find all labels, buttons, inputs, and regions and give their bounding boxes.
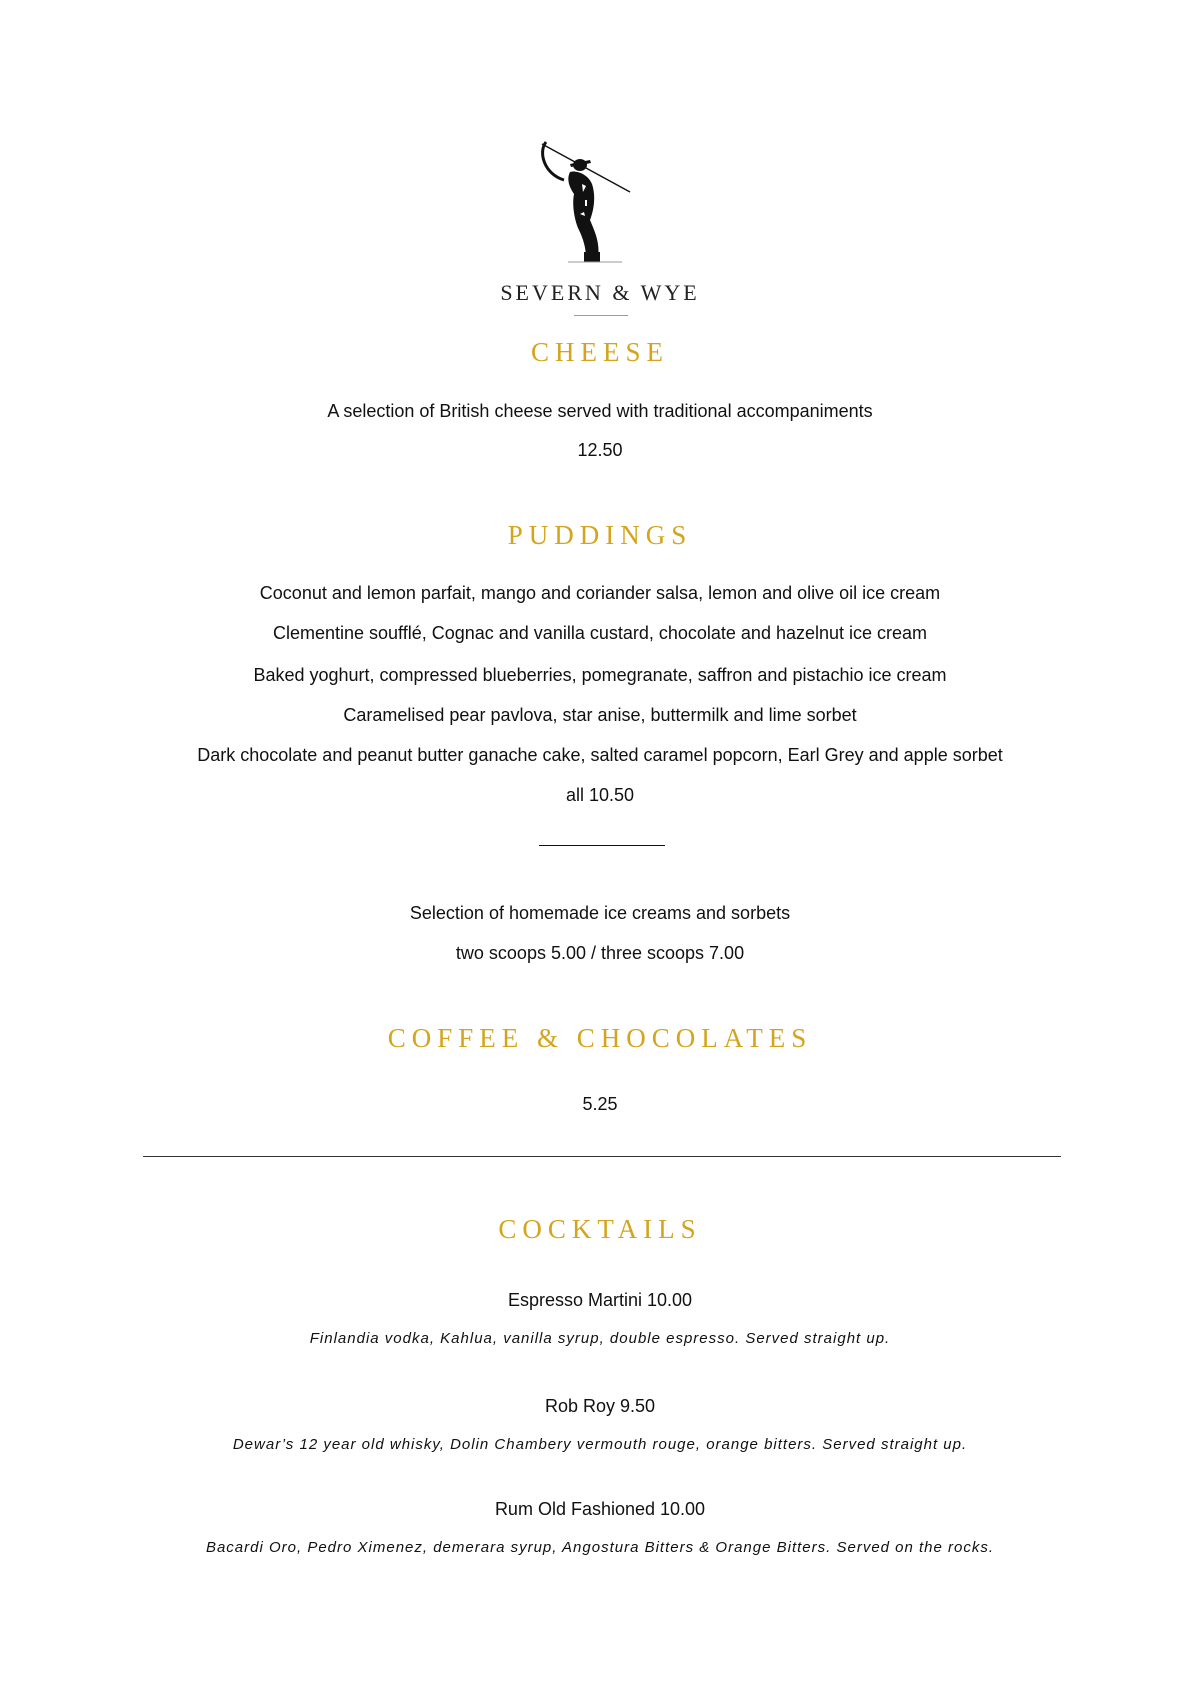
puddings-heading: PUDDINGS [507,520,693,550]
cocktails-heading: COCKTAILS [498,1214,702,1244]
cheese-heading: CHEESE [530,337,669,367]
section-divider [143,1156,1061,1157]
pudding-item: Clementine soufflé, Cognac and vanilla custard, chocolate and hazelnut ice cream [272,623,928,643]
brand-divider [574,315,628,316]
cocktail-description: Bacardi Oro, Pedro Ximenez, demerara syrup, Angostura Bitters & Orange Bitters. Served on the rocks. [205,1539,995,1556]
coffee-heading: COFFEE & CHOCOLATES [387,1023,813,1053]
pudding-item: Caramelised pear pavlova, star anise, buttermilk and lime sorbet [343,705,857,725]
pudding-item: Dark chocolate and peanut butter ganache cake, salted caramel popcorn, Earl Grey and apple sorbet [197,745,1003,765]
cheese-description: A selection of British cheese served with traditional accompaniments [327,401,873,421]
ice-cream-item: Selection of homemade ice creams and sorbets [409,903,791,923]
cheese-price: 12.50 [577,440,623,460]
cocktail-name: Rob Roy 9.50 [544,1396,656,1416]
coffee-price: 5.25 [582,1094,618,1114]
cocktail-description: Finlandia vodka, Kahlua, vanilla syrup, double espresso. Served straight up. [309,1330,891,1347]
puddings-price: all 10.50 [565,785,635,805]
short-divider [539,845,665,846]
cocktail-name: Rum Old Fashioned 10.00 [494,1499,706,1519]
fisherman-logo-icon [540,140,640,270]
pudding-item: Baked yoghurt, compressed blueberries, pomegranate, saffron and pistachio ice cream [253,665,947,685]
brand-name: SEVERN & WYE [500,280,700,305]
ice-cream-price: two scoops 5.00 / three scoops 7.00 [455,943,745,963]
cocktail-description: Dewar’s 12 year old whisky, Dolin Chambery vermouth rouge, orange bitters. Served straight up. [232,1436,968,1453]
cocktail-name: Espresso Martini 10.00 [507,1290,693,1310]
pudding-item: Coconut and lemon parfait, mango and coriander salsa, lemon and olive oil ice cream [259,583,941,603]
